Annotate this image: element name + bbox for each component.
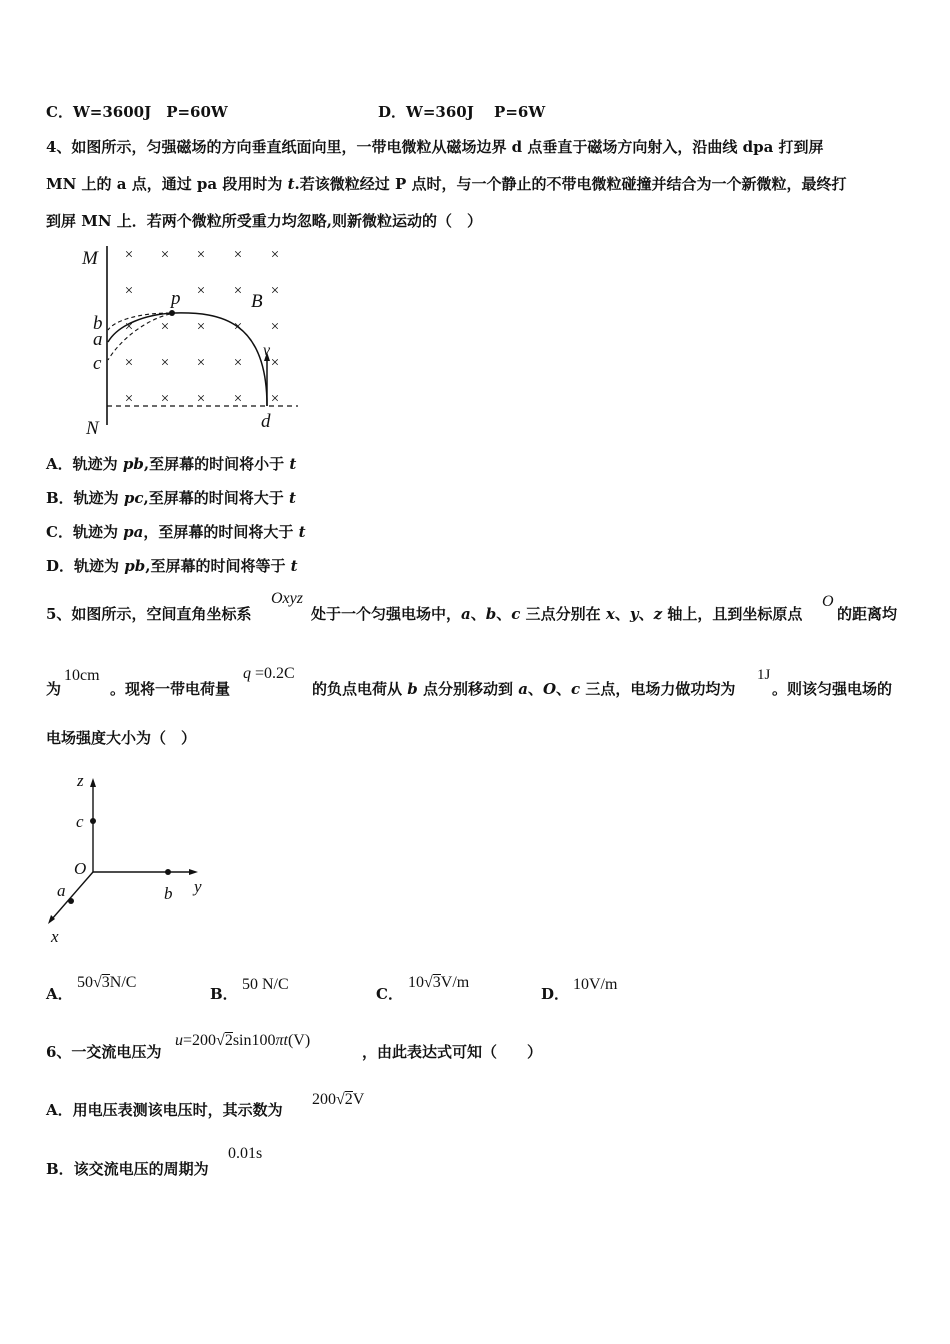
q4-stem-line2-b: .若该微粒经过 P 点时，与一个静止的不带电微粒碰撞并结合为一个新微粒，最终打 <box>294 175 847 193</box>
q5-option-c-value: 10√3V/m <box>408 974 470 991</box>
q6-unit: (V) <box>287 1032 311 1049</box>
q6-sin: sin100 <box>232 1032 276 1049</box>
q4-stem-line1: 4、如图所示，匀强磁场的方向垂直纸面向里，一带电微粒从磁场边界 d 点垂直于磁场方向射入，沿曲线 dpa 打到屏 <box>46 138 824 156</box>
q4-cross-mark: × <box>233 355 243 371</box>
q5-sep: 、 <box>614 605 630 623</box>
q4-label-c: c <box>93 353 102 374</box>
q5-fig-label-a: a <box>57 881 66 900</box>
q4-cross-mark: × <box>270 247 280 263</box>
q4-cross-mark: × <box>124 247 134 263</box>
q4-cross-mark: × <box>124 355 134 371</box>
q6-stem-b: ，由此表达式可知（ ） <box>362 1043 543 1061</box>
option-prefix: B．轨迹为 <box>46 489 124 507</box>
q5-sep: 、 <box>638 605 654 623</box>
q4-stem-line2-a: MN 上的 a 点，通过 pa 段用时为 <box>46 175 288 193</box>
q5-text: 三点，电场力做功均为 <box>580 680 736 698</box>
q5-option-c-label: C． <box>376 985 403 1003</box>
q4-cross-mark: × <box>196 283 206 299</box>
q5-stem-line2-h: 。则该匀强电场的 <box>772 680 893 698</box>
q5-sep: 、 <box>556 680 572 698</box>
q5-work: 1J <box>757 667 771 683</box>
value-unit: V/m <box>440 974 470 991</box>
q6-voltage-expression: u=200√2sin100πt(V) <box>175 1032 311 1049</box>
q5-fig-label-b: b <box>164 884 173 903</box>
q6-t: t <box>283 1032 288 1049</box>
q4-cross-mark: × <box>270 319 280 335</box>
value-coefficient: 200 <box>312 1091 336 1108</box>
q4-cross-mark: × <box>160 355 170 371</box>
option-time: t <box>288 489 296 507</box>
option-time: t <box>289 455 297 473</box>
q5-charge <box>243 665 295 683</box>
q5-option-d-value: 10V/m <box>573 976 618 993</box>
q4-option-c <box>46 522 306 542</box>
q5-stem-line2-c <box>312 679 735 699</box>
q4-cross-mark: × <box>196 247 206 263</box>
q4-cross-mark: × <box>233 247 243 263</box>
q5-stem-line1-b <box>311 604 802 624</box>
q4-cross-mark: × <box>124 283 134 299</box>
q4-stem-line3: 到屏 MN 上．若两个微粒所受重力均忽略,则新微粒运动的（ ） <box>46 212 482 230</box>
q5-charge-value: =0.2C <box>255 665 295 682</box>
option-text: ,至屏幕的时间将大于 <box>143 489 289 507</box>
option-prefix: C．轨迹为 <box>46 523 124 541</box>
q4-cross-mark: × <box>233 319 243 335</box>
q5-point-c: c <box>511 605 521 623</box>
q5-sep: 、 <box>470 605 486 623</box>
q4-label-field-b: B <box>251 291 263 312</box>
q5-charge-symbol: q <box>243 665 251 682</box>
value-coefficient: 50 <box>77 974 93 991</box>
q4-cross-mark: × <box>124 319 134 335</box>
q4-cross-mark: × <box>196 319 206 335</box>
option-text: ，至屏幕的时间将大于 <box>143 523 299 541</box>
q4-label-d: d <box>261 411 271 432</box>
q6-radicand: 2 <box>224 1032 233 1049</box>
q5-option-a-value: 50√3N/C <box>77 974 137 991</box>
option-prefix: D．轨迹为 <box>46 557 125 575</box>
option-path: pc <box>123 489 144 507</box>
option-time: t <box>290 557 298 575</box>
q4-label-b: b <box>93 313 103 334</box>
q4-cross-mark: × <box>160 319 170 335</box>
q6-amplitude: =200 <box>183 1032 217 1049</box>
q5-option-d-label: D． <box>541 985 570 1003</box>
q5-fig-label-z: z <box>77 771 84 790</box>
q4-option-a <box>46 454 296 474</box>
q5-axis-x: x <box>605 605 615 623</box>
q5-coordinate-figure <box>40 770 220 950</box>
option-prefix: A．轨迹为 <box>46 455 123 473</box>
q5-option-b-value: 50 N/C <box>242 976 289 993</box>
value-radicand: 2 <box>344 1091 353 1108</box>
value-unit: N/C <box>109 974 137 991</box>
q4-magnetic-field-figure <box>80 240 310 440</box>
q5-sep: 、 <box>527 680 543 698</box>
option-path: pb <box>124 557 146 575</box>
q5-text: 的负点电荷从 <box>312 680 408 698</box>
q5-stem-line1-a: 5、如图所示，空间直角坐标系 <box>46 605 252 623</box>
option-path: pa <box>123 523 144 541</box>
q6-u-symbol: u <box>175 1032 183 1049</box>
q5-coord-system: Oxyz <box>271 590 303 607</box>
q4-cross-mark: × <box>233 391 243 407</box>
q5-fig-label-c: c <box>76 812 84 831</box>
q5-option-b-label: B． <box>210 985 238 1003</box>
q5-point-b: b <box>485 605 497 623</box>
value-unit: V <box>352 1091 365 1108</box>
q4-cross-mark: × <box>270 283 280 299</box>
q5-point-o: O <box>542 680 557 698</box>
q4-cross-mark: × <box>160 391 170 407</box>
q4-cross-mark: × <box>233 283 243 299</box>
q4-label-p: p <box>171 288 181 309</box>
q6-option-b: B．该交流电压的周期为 <box>46 1160 209 1178</box>
q5-axis-z: z <box>653 605 663 623</box>
q4-option-d <box>46 556 298 576</box>
q5-stem-line2-a: 为 <box>46 680 62 698</box>
q5-stem-line2-b: 。现将一带电荷量 <box>110 680 231 698</box>
value-radicand: 3 <box>432 974 441 991</box>
q4-cross-mark: × <box>160 247 170 263</box>
option-text: ,至屏幕的时间将等于 <box>145 557 291 575</box>
q5-point-a: a <box>518 680 528 698</box>
q5-origin-symbol: O <box>822 593 834 610</box>
q4-label-a: a <box>93 329 103 350</box>
q5-fig-label-y: y <box>194 877 202 896</box>
option-time: t <box>298 523 306 541</box>
q5-point-a: a <box>461 605 471 623</box>
q5-point-b: b <box>407 680 418 698</box>
q4-cross-mark: × <box>270 355 280 371</box>
option-text: ,至屏幕的时间将小于 <box>143 455 290 473</box>
q6-pi: π <box>275 1032 284 1049</box>
q6-stem-a: 6、一交流电压为 <box>46 1043 162 1061</box>
q5-stem-line3: 电场强度大小为（ ） <box>46 729 197 747</box>
q4-label-v: v <box>263 342 271 359</box>
q4-label-m: M <box>82 248 98 269</box>
q5-text: 点分别移动到 <box>417 680 519 698</box>
q4-time-symbol: t <box>287 175 295 193</box>
q4-cross-mark: × <box>124 391 134 407</box>
q5-fig-label-o: O <box>74 859 87 878</box>
value-coefficient: 10 <box>408 974 424 991</box>
q5-text: 三点分别在 <box>520 605 606 623</box>
q4-cross-mark: × <box>270 391 280 407</box>
q6-option-a: A．用电压表测该电压时，其示数为 <box>46 1101 283 1119</box>
q6-option-b-value: 0.01s <box>228 1145 263 1162</box>
q5-point-c: c <box>571 680 581 698</box>
q4-label-n: N <box>86 418 99 439</box>
q4-stem-line2 <box>46 174 846 194</box>
q4-cross-mark: × <box>196 355 206 371</box>
q5-sep: 、 <box>496 605 512 623</box>
q3-option-d: D．W=360J P=6W <box>378 103 546 121</box>
q6-option-a-value: 200√2V <box>312 1091 365 1108</box>
q3-option-c: C．W=3600J P=60W <box>46 103 228 121</box>
q5-fig-label-x: x <box>51 927 59 946</box>
q5-text: 处于一个匀强电场中， <box>311 605 462 623</box>
q5-text: 轴上，且到坐标原点 <box>662 605 803 623</box>
q4-cross-mark: × <box>196 391 206 407</box>
q5-stem-line1-e: 的距离均 <box>837 605 898 623</box>
value-radicand: 3 <box>101 974 110 991</box>
q5-option-a-label: A． <box>46 985 73 1003</box>
option-path: pb <box>122 455 144 473</box>
q5-distance: 10cm <box>64 667 100 684</box>
q4-option-b <box>46 488 296 508</box>
q5-axis-y: y <box>629 605 639 623</box>
